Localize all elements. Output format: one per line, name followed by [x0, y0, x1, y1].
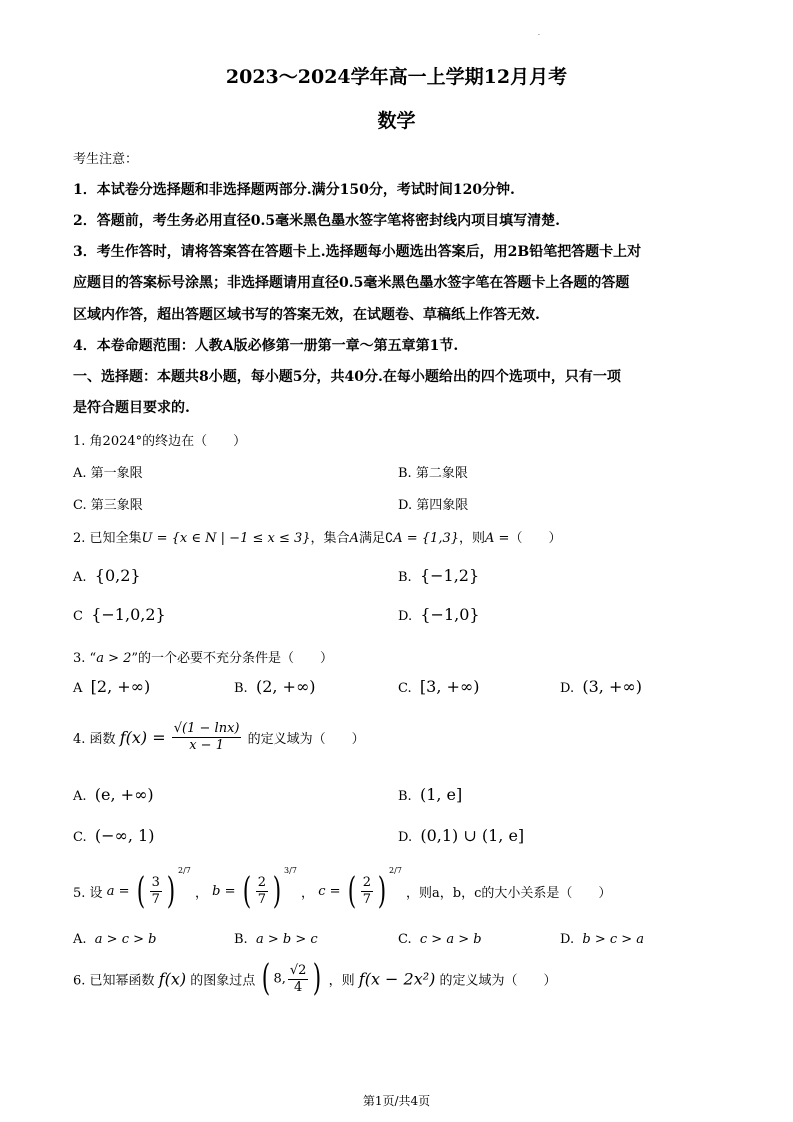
notice-item-3: 3．考生作答时，请将答案答在答题卡上.选择题每小题选出答案后，用2B铅笔把答题卡上对	[73, 244, 642, 260]
q1-option-d: D. 第四象限	[398, 498, 469, 513]
question-3: 3. “a > 2”的一个必要不充分条件是（ ）	[73, 651, 334, 666]
exam-title: 2023～2024学年高一上学期12月月考	[225, 66, 568, 88]
q1-option-b: B. 第二象限	[398, 466, 468, 481]
q4-option-a: A. (e, +∞)	[73, 785, 154, 804]
q4-option-d: D. (0,1) ∪ (1, e]	[398, 826, 525, 845]
q3-option-a: A [2, +∞)	[73, 677, 151, 696]
q4-fraction: $\frac{√(1 - \ln x)}{x - 1}$	[173, 721, 240, 753]
question-1: 1. 角2024°的终边在（ ）	[73, 434, 247, 449]
q5-option-d: D. b > c > a	[560, 932, 645, 947]
q2-option-d: D. {−1,0}	[398, 605, 480, 624]
q5-option-b: B. a > b > c	[234, 932, 318, 947]
q3-option-d: D. (3, +∞)	[560, 677, 642, 696]
notice-item-2: 2．答题前，考生务必用直径0.5毫米黑色墨水签字笔将密封线内项目填写清楚.	[73, 213, 560, 229]
q4-option-b: B. (1, e]	[398, 785, 463, 804]
section-heading: 一、选择题：本题共8小题，每小题5分，共40分.在每小题给出的四个选项中，只有一项	[73, 369, 621, 385]
q1-option-a: A. 第一象限	[73, 466, 143, 481]
page-number: 第1页/共4页	[362, 1094, 431, 1108]
q2-option-c: C {−1,0,2}	[73, 605, 166, 624]
q2-universal-set: U = {x ∈ N | −1 ≤ x ≤ 3}	[141, 531, 311, 546]
notice-item-3-cont2: 区域内作答，超出答题区域书写的答案无效，在试题卷、草稿纸上作答无效.	[73, 307, 540, 323]
exam-subject: 数学	[377, 110, 416, 132]
section-heading-cont: 是符合题目要求的.	[73, 400, 190, 416]
question-6: 6. 已知幂函数 f(x) 的图象过点 ( 8, $\frac{√2}{4}$ ) ，则 f(x − 2x²) 的定义域为（ ）	[73, 958, 557, 999]
notice-item-4: 4．本卷命题范围：人教A版必修第一册第一章～第五章第1节.	[73, 338, 459, 354]
question-4: 4. 函数 f(x) = $\frac{√(1 - \ln x)}{x - 1}$ 的定义域为（ ）	[73, 721, 365, 753]
q1-option-c: C. 第三象限	[73, 498, 143, 513]
decorative-dot: ·	[538, 32, 540, 39]
q2-option-b: B. {−1,2}	[398, 566, 480, 585]
notice-item-3-cont: 应题目的答案标号涂黑；非选择题请用直径0.5毫米黑色墨水签字笔在答题卡上各题的答题	[73, 275, 630, 291]
q4-option-c: C. (−∞, 1)	[73, 826, 155, 845]
q5-option-c: C. c > a > b	[398, 932, 482, 947]
q3-option-b: B. (2, +∞)	[234, 677, 316, 696]
q3-option-c: C. [3, +∞)	[398, 677, 480, 696]
q2-option-a: A. {0,2}	[73, 566, 141, 585]
notice-heading: 考生注意：	[73, 152, 139, 167]
q5-option-a: A. a > c > b	[73, 932, 157, 947]
notice-item-1: 1．本试卷分选择题和非选择题两部分.满分150分，考试时间120分钟.	[73, 182, 515, 198]
question-2: 2. 已知全集U = {x ∈ N | −1 ≤ x ≤ 3}，集合A满足∁A = {1,3}，则A =（ ）	[73, 531, 562, 546]
question-5: 5. 设 a = ( $\frac{3}{7}$ ) $^{2/7}$ ， b = ( $\frac{2}{7}$ ) $^{3/7}$ ， c = ( $\frac{2}{7}$ ) $^{2/7}$ ，则a，b，c的大小关系是（ ）	[73, 866, 612, 912]
